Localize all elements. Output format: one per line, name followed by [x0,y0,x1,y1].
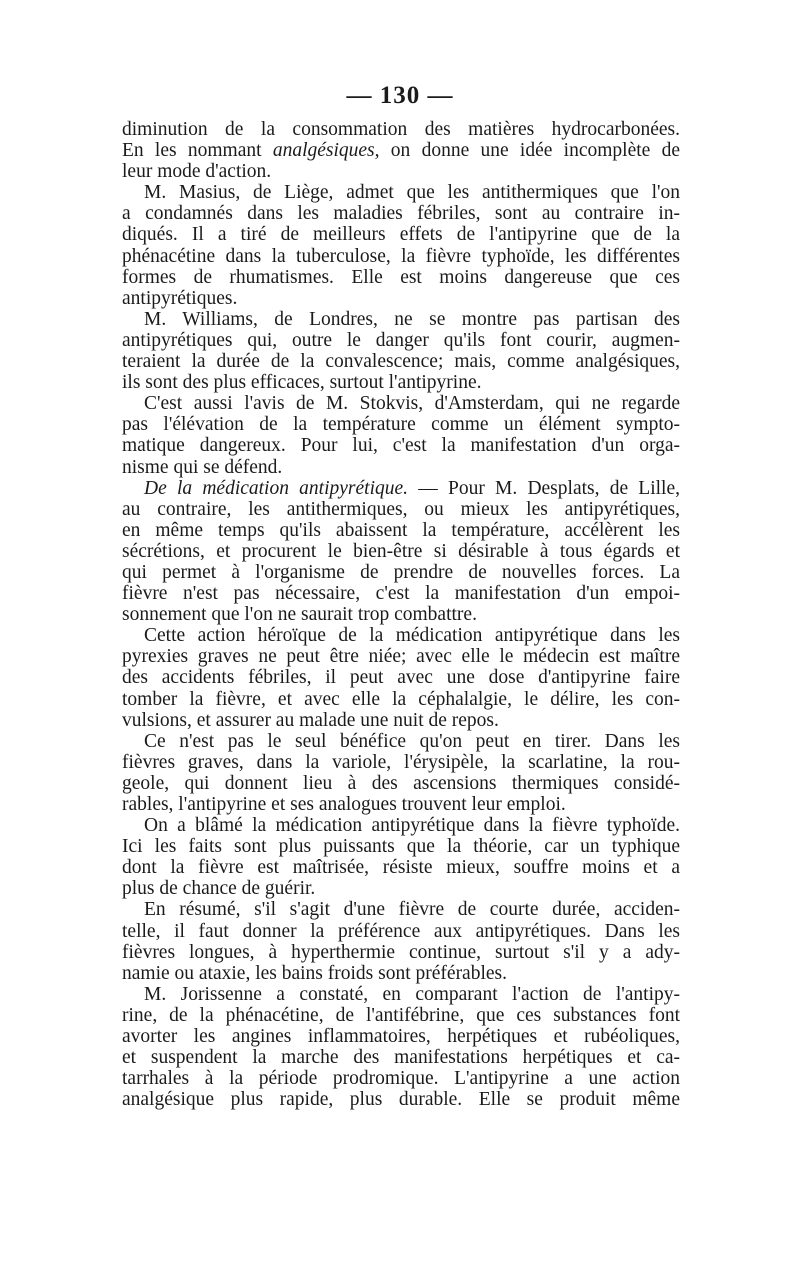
text-line-content: tarrhales à la période prodromique. L'antipyrine a une action [122,1068,680,1090]
text-line-content: Ici les faits sont plus puissants que la théorie, car un typhique [122,836,680,858]
text-line [122,625,680,646]
text-line [122,499,680,520]
text-line-content: M. Masius, de Liège, admet que les antithermiques que l'on [144,182,680,204]
text-line-content: En résumé, s'il s'agit d'une fièvre de courte durée, acciden- [144,899,680,921]
text-line [122,815,680,836]
text-line-content: namie ou ataxie, les bains froids sont préférables. [122,962,508,984]
text-line-content: M. Williams, de Londres, ne se montre pas partisan des [144,308,680,330]
text-line-content: des accidents fébriles, il peut avec une dose d'antipyrine faire [122,667,680,689]
text-line [122,710,680,731]
text-line [122,288,680,309]
text-line-content: sécrétions, et procurent le bien-être si désirable à tous égards et [122,540,680,562]
text-line-content: au contraire, les antithermiques, ou mieux les antipyrétiques, [122,498,680,520]
text-line [122,161,680,182]
text-line [122,794,680,815]
text-line-content: pyrexies graves ne peut être niée; avec elle le médecin est maître [122,646,680,668]
text-line [122,921,680,942]
text-line [122,414,680,435]
text-line [122,1068,680,1089]
italic-term: analgésiques, [272,140,380,162]
text-line-content: teraient la durée de la convalescence; mais, comme analgésiques, [122,351,680,373]
text-line [122,119,680,140]
text-line-content: telle, il faut donner la préférence aux antipyrétiques. Dans les [122,920,680,942]
text-line-continuation: on donne une idée incomplète de [379,140,680,162]
text-line [122,857,680,878]
page-body-text [122,119,680,1110]
text-line-content: vulsions, et assurer au malade une nuit de repos. [122,709,499,731]
text-line-content: pas l'élévation de la température comme un élément sympto- [122,414,680,436]
text-line-content: formes de rhumatismes. Elle est moins dangereuse que ces [122,266,680,288]
text-line [122,140,680,161]
text-line [122,267,680,288]
text-line [122,478,680,499]
text-line-content: a condamnés dans les maladies fébriles, sont au contraire in- [122,203,680,225]
text-line [122,836,680,857]
text-line-content: C'est aussi l'avis de M. Stokvis, d'Amsterdam, qui ne regarde [144,393,680,415]
text-line [122,541,680,562]
text-line-content: fièvres longues, à hyperthermie continue, surtout s'il y a ady- [122,941,680,963]
text-line-continuation: — Pour M. Desplats, de Lille, [408,477,680,499]
text-line [122,646,680,667]
text-line-content: fièvre n'est pas nécessaire, c'est la manifestation d'un empoi- [122,583,680,605]
text-line [122,604,680,625]
text-line [122,457,680,478]
text-line-content: diminution de la consommation des matières hydrocarbonées. [122,119,680,140]
text-line-content: plus de chance de guérir. [122,878,316,900]
text-line-content: On a blâmé la médication antipyrétique dans la fièvre typhoïde. [144,815,680,837]
text-line-content: sonnement que l'on ne saurait trop combattre. [122,604,477,626]
text-line-content: M. Jorissenne a constaté, en comparant l'action de l'antipy- [144,983,680,1005]
text-line-content: analgésique plus rapide, plus durable. Elle se produit même [122,1089,680,1111]
text-line [122,773,680,794]
text-line [122,752,680,773]
text-line-content: Cette action héroïque de la médication antipyrétique dans les [144,625,680,647]
text-line [122,899,680,920]
text-line-content: ils sont des plus efficaces, surtout l'antipyrine. [122,372,482,394]
text-line [122,224,680,245]
text-line-content: et suspendent la marche des manifestations herpétiques et ca- [122,1047,680,1069]
text-line-content: Ce n'est pas le seul bénéfice qu'on peut en tirer. Dans les [144,730,680,752]
text-line [122,984,680,1005]
text-line-content: fièvres graves, dans la variole, l'érysipèle, la scarlatine, la rou- [122,751,680,773]
text-line [122,351,680,372]
text-line-content: rables, l'antipyrine et ses analogues trouvent leur emploi. [122,794,566,815]
text-line [122,689,680,710]
text-line-content: qui permet à l'organisme de prendre de nouvelles forces. La [122,561,680,583]
text-line [122,667,680,688]
text-line [122,309,680,330]
text-line-content: tomber la fièvre, et avec elle la céphalalgie, le délire, les con- [122,688,680,710]
text-line [122,942,680,963]
text-line-content: antipyrétiques qui, outre le danger qu'ils font courir, augmen- [122,329,680,351]
text-line-content: geole, qui donnent lieu à des ascensions thermiques considé- [122,772,680,794]
text-line [122,435,680,456]
text-line-content: avorter les angines inflammatoires, herpétiques et rubéoliques, [122,1026,680,1048]
page-number-header: — 130 — [346,82,454,109]
text-line [122,246,680,267]
italic-term: De la médication antipyrétique. [144,477,409,499]
text-line-content: antipyrétiques. [122,287,238,309]
text-line [122,182,680,203]
text-line [122,562,680,583]
text-line [122,203,680,224]
text-line [122,1026,680,1047]
text-line-content: en même temps qu'ils abaissent la température, accélèrent les [122,519,680,541]
text-line-content: phénacétine dans la tuberculose, la fièvre typhoïde, les différentes [122,245,680,267]
text-line [122,1005,680,1026]
text-line [122,1089,680,1110]
text-line-content: nisme qui se défend. [122,456,283,478]
text-line [122,1047,680,1068]
text-line [122,393,680,414]
text-line-content: En les nommant [122,140,273,162]
text-line [122,731,680,752]
text-line-content: diqués. Il a tiré de meilleurs effets de l'antipyrine que de la [122,224,680,246]
text-line-content: leur mode d'action. [122,161,272,183]
text-line-content: matique dangereux. Pour lui, c'est la manifestation d'un orga- [122,435,680,457]
text-line-content: dont la fièvre est maîtrisée, résiste mieux, souffre moins et a [122,857,680,879]
text-line [122,330,680,351]
text-line [122,583,680,604]
text-line [122,963,680,984]
text-line [122,878,680,899]
text-line [122,372,680,393]
text-line-content: rine, de la phénacétine, de l'antifébrine, que ces substances font [122,1004,680,1026]
text-line [122,520,680,541]
